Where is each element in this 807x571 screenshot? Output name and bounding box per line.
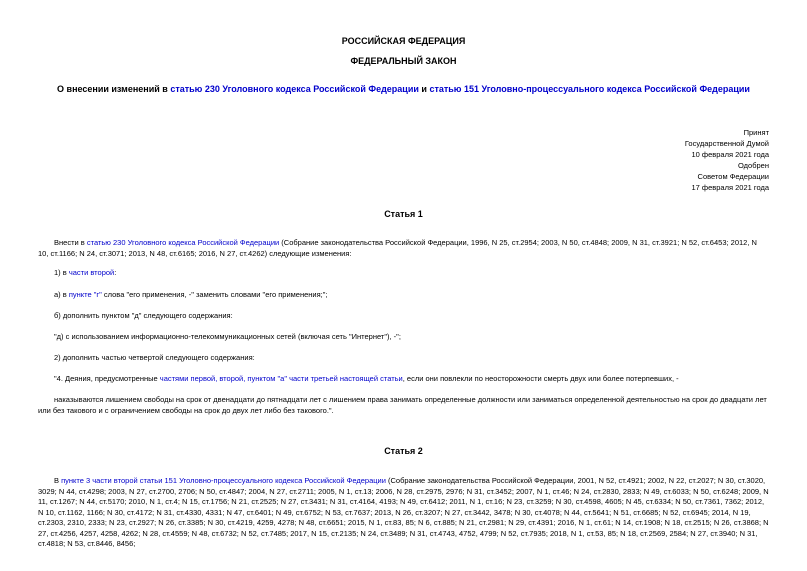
- link-point-g[interactable]: пункте "г": [68, 290, 102, 299]
- article-1-item-2: 2) дополнить частью четвертой следующего содержания:: [54, 353, 255, 362]
- law-title-prefix: О внесении изменений в: [57, 84, 171, 94]
- article-1-item-a: [38, 290, 769, 301]
- article-2-heading: Статья 2: [384, 446, 423, 456]
- link-article-151-point-3[interactable]: пункте 3 части второй статьи 151 Уголовно-процессуального кодекса Российской Федерации: [61, 476, 386, 485]
- adoption-line: Советом Федерации: [697, 172, 769, 181]
- text-span: (Собрание законодательства Российской Федерации, 1996, N 25, ст.2954; 2003, N 50, ст.4848; 2009, N 31, ст.3921; N 52, ст.6453; 2012, N 10, ст.1166; N 24, ст.3071; 2013, N 48, ст.6165; 2016, N 27, ст.4262) следующие изменения:: [38, 238, 757, 258]
- text-span: слова "его применения, -" заменить словами "его применения;";: [101, 290, 328, 299]
- adoption-line: Принят: [743, 128, 769, 137]
- text-span: , если они повлекли по неосторожности смерть двух или более потерпевших, -: [402, 374, 679, 383]
- article-1-item-b: б) дополнить пунктом "д" следующего содержания:: [54, 311, 233, 320]
- country-title: РОССИЙСКАЯ ФЕДЕРАЦИЯ: [341, 36, 466, 46]
- article-2-paragraph: [38, 476, 769, 550]
- article-1-part-four: [38, 374, 769, 385]
- adoption-line: Одобрен: [738, 161, 769, 170]
- text-span: 1) в: [54, 268, 69, 277]
- law-title: [0, 84, 807, 95]
- text-span: :: [114, 268, 117, 277]
- article-1-paragraph: [38, 238, 769, 259]
- law-title-mid: и: [418, 84, 430, 94]
- text-span: В: [54, 476, 62, 485]
- text-span: Внести в: [54, 238, 87, 247]
- link-parts-of-article[interactable]: частями первой, второй, пунктом "а" части третьей настоящей статьи: [159, 374, 403, 383]
- text-span: "4. Деяния, предусмотренные: [54, 374, 160, 383]
- article-1-point-d-text: "д) с использованием информационно-телекоммуникационных сетей (включая сеть "Интернет"), -";: [54, 332, 401, 341]
- link-article-230[interactable]: статью 230 Уголовного кодекса Российской Федерации: [86, 238, 280, 247]
- article-1-item-1: [38, 268, 769, 279]
- text-span: (Собрание законодательства Российской Федерации, 2001, N 52, ст.4921; 2002, N 22, ст.2027; N 30, ст.3020, 3029; N 44, ст.4298; 2003, N 27, ст.2700, 2706; N 50, ст.4847; 2004, N 27, ст.2711; 2005, N 1, ст.13; 2006, N 28, ст.2975, 2976; N 31, ст.3452; 2007, N 1, ст.46; N 24, ст.2830, 2833; N 49, ст.6033; N 50, ст.6248; 2009, N 11, ст.1267; N 44, ст.5170; 2010, N 1, ст.4; N 15, ст.1756; N 21, ст.2525; N 27, ст.3431; N 31, ст.4164, 4193; N 49, ст.6412; 2011, N 1, ст.16; N 23, ст.3259; N 30, ст.4598, 4605; N 45, ст.6334; N 50, ст.7361, 7362; 2012, N 10, ст.1162, 1166; N 30, ст.4172; N 31, ст.4330, 4331; N 47, ст.6401; N 49, ст.6752; N 53, ст.7637; 2013, N 26, ст.3207; N 27, ст.3442, 3478; N 30, ст.4078; N 44, ст.5641; N 51, ст.6685; N 52, ст.6945; 2014, N 19, ст.2303, 2310, 2333; N 23, ст.2927; N 26, ст.3385; N 30, ст.4219, 4259, 4278; N 48, ст.6651; 2015, N 1, ст.83, 85; N 6, ст.885; N 21, ст.2981; N 29, ст.4391; 2016, N 1, ст.61; N 14, ст.1908; N 18, ст.2515; N 26, ст.3868; N 27, ст.4256, 4257, 4258, 4262; N 28, ст.4559; N 48, ст.6732; N 52, ст.7485; 2017, N 15, ст.2135; N 24, ст.3489; N 31, ст.4743, 4752, 4799; N 52, ст.7935; 2018, N 1, ст.53, 85; N 18, ст.2569, 2584; N 27, ст.3940; N 31, ст.4818; N 53, ст.8446, 8456;: [38, 476, 769, 548]
- adoption-line: 17 февраля 2021 года: [691, 183, 769, 192]
- adoption-line: 10 февраля 2021 года: [691, 150, 769, 159]
- article-1-penalty: наказываются лишением свободы на срок от двенадцати до пятнадцати лет с лишением права занимать определенные должности или заниматься определенной деятельностью на срок до двадцати лет или без такового и с ограничением свободы на срок до двух лет либо без такового.".: [38, 395, 767, 415]
- link-article-151-upk[interactable]: статью 151 Уголовно-процессуального кодекса Российской Федерации: [429, 84, 750, 94]
- adoption-line: Государственной Думой: [684, 139, 769, 148]
- law-type-title: ФЕДЕРАЛЬНЫЙ ЗАКОН: [350, 56, 457, 66]
- article-1-heading: Статья 1: [384, 209, 423, 219]
- link-article-230-uk[interactable]: статью 230 Уголовного кодекса Российской Федерации: [170, 84, 419, 94]
- link-part-two[interactable]: части второй: [68, 268, 115, 277]
- adoption-block: [685, 127, 769, 193]
- text-span: а) в: [54, 290, 69, 299]
